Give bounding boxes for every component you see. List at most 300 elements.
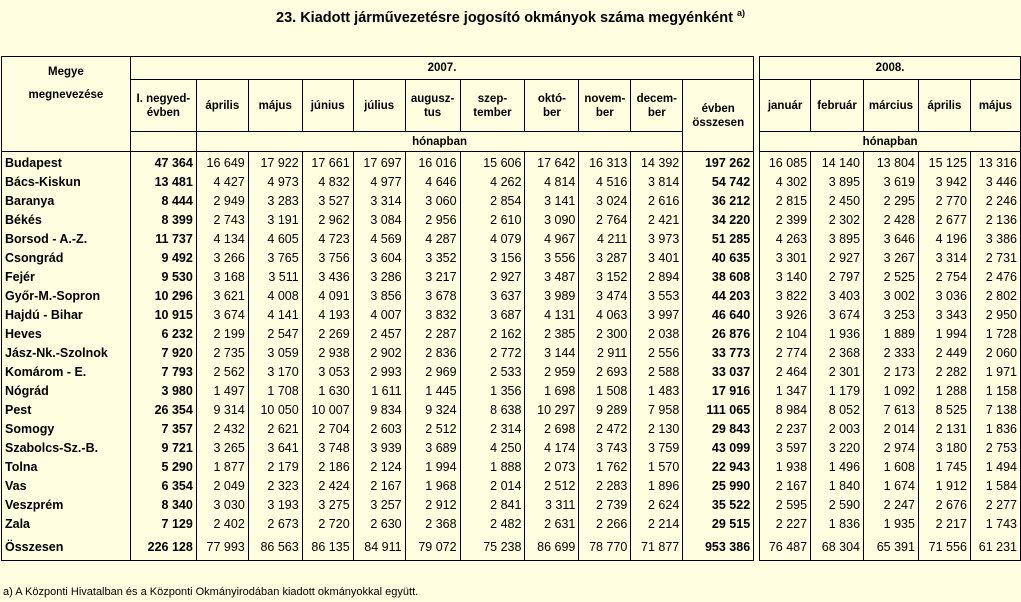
month-value-2007: 10 050 bbox=[248, 401, 302, 420]
annual-total-value: 40 635 bbox=[683, 249, 754, 268]
month-value-2007: 4 091 bbox=[302, 287, 353, 306]
month-value-2007: 3 604 bbox=[353, 249, 405, 268]
month-value-2007: 3 689 bbox=[405, 439, 460, 458]
table-row bbox=[2, 152, 1021, 174]
month-value-2007: 4 250 bbox=[460, 439, 525, 458]
month-value-2007: 17 697 bbox=[353, 152, 405, 174]
month-value-2008: 3 002 bbox=[864, 287, 919, 306]
month-value-2007: 1 708 bbox=[248, 382, 302, 401]
table-row bbox=[2, 211, 1021, 230]
annual-total-value: 25 990 bbox=[683, 477, 754, 496]
month-value-2007: 86 563 bbox=[248, 534, 302, 561]
annual-total-value: 33 037 bbox=[683, 363, 754, 382]
month-value-2007: 3 832 bbox=[405, 306, 460, 325]
month-value-2008: 3 140 bbox=[760, 268, 811, 287]
month-value-2007: 4 569 bbox=[353, 230, 405, 249]
month-value-2008: 2 014 bbox=[864, 420, 919, 439]
month-value-2008: 2 136 bbox=[970, 211, 1020, 230]
county-name: Zala bbox=[2, 515, 131, 534]
month-header: októ- ber bbox=[525, 80, 579, 132]
month-value-2007: 4 193 bbox=[302, 306, 353, 325]
month-value-2007: 79 072 bbox=[405, 534, 460, 561]
month-value-2008: 1 840 bbox=[811, 477, 864, 496]
month-value-2008: 2 302 bbox=[811, 211, 864, 230]
month-value-2007: 17 642 bbox=[525, 152, 579, 174]
month-value-2007: 4 174 bbox=[525, 439, 579, 458]
month-value-2008: 2 060 bbox=[970, 344, 1020, 363]
county-name: Összesen bbox=[2, 534, 131, 561]
table-row bbox=[2, 439, 1021, 458]
month-value-2007: 3 059 bbox=[248, 344, 302, 363]
month-value-2007: 1 994 bbox=[405, 458, 460, 477]
month-value-2007: 86 699 bbox=[525, 534, 579, 561]
month-value-2008: 2 301 bbox=[811, 363, 864, 382]
month-value-2007: 3 265 bbox=[196, 439, 248, 458]
county-name: Veszprém bbox=[2, 496, 131, 515]
month-value-2007: 2 938 bbox=[302, 344, 353, 363]
month-value-2007: 2 472 bbox=[579, 420, 631, 439]
month-value-2007: 3 286 bbox=[353, 268, 405, 287]
month-value-2008: 2 237 bbox=[760, 420, 811, 439]
q1-value: 8 340 bbox=[130, 496, 196, 515]
month-value-2008: 2 217 bbox=[918, 515, 970, 534]
annual-total-value: 54 742 bbox=[683, 173, 754, 192]
month-value-2007: 2 167 bbox=[353, 477, 405, 496]
month-value-2008: 1 889 bbox=[864, 325, 919, 344]
month-value-2007: 2 969 bbox=[405, 363, 460, 382]
month-value-2007: 3 765 bbox=[248, 249, 302, 268]
month-value-2007: 4 262 bbox=[460, 173, 525, 192]
annual-total-value: 33 773 bbox=[683, 344, 754, 363]
month-value-2007: 4 723 bbox=[302, 230, 353, 249]
month-value-2008: 2 802 bbox=[970, 287, 1020, 306]
month-value-2007: 4 646 bbox=[405, 173, 460, 192]
month-value-2008: 4 302 bbox=[760, 173, 811, 192]
month-value-2008: 3 597 bbox=[760, 439, 811, 458]
month-value-2007: 2 993 bbox=[353, 363, 405, 382]
county-name: Hajdú - Bihar bbox=[2, 306, 131, 325]
county-name: Fejér bbox=[2, 268, 131, 287]
table-title bbox=[0, 8, 1021, 26]
month-value-2007: 2 512 bbox=[525, 477, 579, 496]
month-header: szep- tember bbox=[460, 80, 525, 132]
month-value-2007: 2 956 bbox=[405, 211, 460, 230]
month-value-2007: 3 939 bbox=[353, 439, 405, 458]
month-value-2007: 2 432 bbox=[196, 420, 248, 439]
q1-header-spacer bbox=[130, 132, 196, 152]
month-value-2008: 2 399 bbox=[760, 211, 811, 230]
month-value-2007: 3 090 bbox=[525, 211, 579, 230]
month-value-2007: 3 314 bbox=[353, 192, 405, 211]
footnote: a) A Központi Hivatalban és a Központi Okmányirodában kiadott okmányokkal együtt. bbox=[3, 586, 419, 598]
month-value-2008: 7 613 bbox=[864, 401, 919, 420]
month-value-2007: 2 902 bbox=[353, 344, 405, 363]
month-value-2007: 2 287 bbox=[405, 325, 460, 344]
month-value-2008: 2 295 bbox=[864, 192, 919, 211]
month-value-2008: 3 220 bbox=[811, 439, 864, 458]
month-value-2008: 2 770 bbox=[918, 192, 970, 211]
q1-value: 9 530 bbox=[130, 268, 196, 287]
month-value-2007: 1 508 bbox=[579, 382, 631, 401]
month-value-2007: 2 962 bbox=[302, 211, 353, 230]
month-value-2007: 2 720 bbox=[302, 515, 353, 534]
month-value-2007: 2 124 bbox=[353, 458, 405, 477]
county-name: Tolna bbox=[2, 458, 131, 477]
month-header: novem- ber bbox=[579, 80, 631, 132]
per-month-label-2007: hónapban bbox=[196, 132, 682, 152]
month-value-2008: 2 815 bbox=[760, 192, 811, 211]
month-value-2007: 10 297 bbox=[525, 401, 579, 420]
month-value-2007: 2 739 bbox=[579, 496, 631, 515]
month-value-2007: 16 016 bbox=[405, 152, 460, 174]
q1-value: 11 737 bbox=[130, 230, 196, 249]
month-value-2008: 1 288 bbox=[918, 382, 970, 401]
month-value-2007: 2 854 bbox=[460, 192, 525, 211]
month-value-2007: 14 392 bbox=[631, 152, 683, 174]
month-value-2007: 3 743 bbox=[579, 439, 631, 458]
month-value-2008: 3 446 bbox=[970, 173, 1020, 192]
month-value-2007: 1 698 bbox=[525, 382, 579, 401]
month-value-2007: 17 922 bbox=[248, 152, 302, 174]
month-value-2007: 1 630 bbox=[302, 382, 353, 401]
month-value-2007: 3 487 bbox=[525, 268, 579, 287]
month-value-2007: 9 289 bbox=[579, 401, 631, 420]
month-value-2007: 3 621 bbox=[196, 287, 248, 306]
q1-value: 26 354 bbox=[130, 401, 196, 420]
month-value-2007: 2 424 bbox=[302, 477, 353, 496]
month-header: július bbox=[353, 80, 405, 132]
month-value-2008: 65 391 bbox=[864, 534, 919, 561]
month-value-2007: 2 673 bbox=[248, 515, 302, 534]
month-value-2008: 2 476 bbox=[970, 268, 1020, 287]
month-header: május bbox=[248, 80, 302, 132]
month-value-2007: 78 770 bbox=[579, 534, 631, 561]
month-value-2007: 3 053 bbox=[302, 363, 353, 382]
month-value-2008: 3 301 bbox=[760, 249, 811, 268]
month-value-2007: 2 621 bbox=[248, 420, 302, 439]
q1-value: 5 290 bbox=[130, 458, 196, 477]
month-value-2007: 77 993 bbox=[196, 534, 248, 561]
month-value-2007: 4 008 bbox=[248, 287, 302, 306]
table-row bbox=[2, 306, 1021, 325]
annual-total-value: 51 285 bbox=[683, 230, 754, 249]
month-value-2008: 2 003 bbox=[811, 420, 864, 439]
month-value-2007: 3 674 bbox=[196, 306, 248, 325]
month-value-2007: 2 912 bbox=[405, 496, 460, 515]
month-value-2007: 3 152 bbox=[579, 268, 631, 287]
table-row bbox=[2, 363, 1021, 382]
month-value-2007: 3 814 bbox=[631, 173, 683, 192]
month-value-2008: 2 247 bbox=[864, 496, 919, 515]
month-value-2007: 3 511 bbox=[248, 268, 302, 287]
month-value-2007: 4 832 bbox=[302, 173, 353, 192]
county-name: Budapest bbox=[2, 152, 131, 174]
month-value-2008: 2 595 bbox=[760, 496, 811, 515]
month-value-2007: 1 445 bbox=[405, 382, 460, 401]
month-value-2007: 2 698 bbox=[525, 420, 579, 439]
month-value-2007: 3 641 bbox=[248, 439, 302, 458]
month-value-2008: 3 386 bbox=[970, 230, 1020, 249]
county-name: Somogy bbox=[2, 420, 131, 439]
month-value-2007: 2 402 bbox=[196, 515, 248, 534]
month-value-2007: 2 323 bbox=[248, 477, 302, 496]
table-row bbox=[2, 173, 1021, 192]
month-value-2007: 3 060 bbox=[405, 192, 460, 211]
month-value-2008: 2 450 bbox=[811, 192, 864, 211]
month-value-2008: 7 138 bbox=[970, 401, 1020, 420]
month-value-2008: 1 158 bbox=[970, 382, 1020, 401]
month-value-2008: 3 646 bbox=[864, 230, 919, 249]
county-name: Békés bbox=[2, 211, 131, 230]
q1-value: 10 296 bbox=[130, 287, 196, 306]
month-value-2008: 1 938 bbox=[760, 458, 811, 477]
annual-total-value: 44 203 bbox=[683, 287, 754, 306]
county-name: Jász-Nk.-Szolnok bbox=[2, 344, 131, 363]
month-value-2008: 1 836 bbox=[970, 420, 1020, 439]
month-value-2008: 1 994 bbox=[918, 325, 970, 344]
month-value-2007: 3 191 bbox=[248, 211, 302, 230]
month-value-2008: 68 304 bbox=[811, 534, 864, 561]
month-value-2007: 2 588 bbox=[631, 363, 683, 382]
month-value-2008: 2 464 bbox=[760, 363, 811, 382]
month-value-2007: 4 967 bbox=[525, 230, 579, 249]
year-2007-header: 2007. bbox=[130, 57, 753, 80]
month-value-2007: 86 135 bbox=[302, 534, 353, 561]
month-value-2008: 1 092 bbox=[864, 382, 919, 401]
month-value-2008: 1 584 bbox=[970, 477, 1020, 496]
annual-total-value: 953 386 bbox=[683, 534, 754, 561]
month-value-2007: 3 687 bbox=[460, 306, 525, 325]
q1-value: 13 481 bbox=[130, 173, 196, 192]
month-value-2008: 71 556 bbox=[918, 534, 970, 561]
month-value-2007: 4 007 bbox=[353, 306, 405, 325]
county-name: Nógrád bbox=[2, 382, 131, 401]
month-value-2007: 2 482 bbox=[460, 515, 525, 534]
county-name: Komárom - E. bbox=[2, 363, 131, 382]
month-value-2008: 1 935 bbox=[864, 515, 919, 534]
month-value-2008: 3 942 bbox=[918, 173, 970, 192]
month-header: május bbox=[970, 80, 1020, 132]
month-value-2007: 2 841 bbox=[460, 496, 525, 515]
q1-value: 7 920 bbox=[130, 344, 196, 363]
month-value-2007: 1 968 bbox=[405, 477, 460, 496]
month-value-2007: 4 516 bbox=[579, 173, 631, 192]
month-value-2007: 3 973 bbox=[631, 230, 683, 249]
month-value-2008: 1 745 bbox=[918, 458, 970, 477]
month-value-2007: 3 084 bbox=[353, 211, 405, 230]
month-value-2008: 2 173 bbox=[864, 363, 919, 382]
q1-value: 9 721 bbox=[130, 439, 196, 458]
month-value-2007: 3 756 bbox=[302, 249, 353, 268]
month-value-2008: 1 496 bbox=[811, 458, 864, 477]
month-value-2008: 2 104 bbox=[760, 325, 811, 344]
table-row bbox=[2, 420, 1021, 439]
month-header: január bbox=[760, 80, 811, 132]
month-value-2007: 2 314 bbox=[460, 420, 525, 439]
month-value-2007: 9 834 bbox=[353, 401, 405, 420]
month-value-2007: 3 401 bbox=[631, 249, 683, 268]
month-value-2007: 4 605 bbox=[248, 230, 302, 249]
month-value-2007: 1 762 bbox=[579, 458, 631, 477]
month-value-2007: 4 211 bbox=[579, 230, 631, 249]
annual-total-value: 17 916 bbox=[683, 382, 754, 401]
month-value-2007: 1 356 bbox=[460, 382, 525, 401]
month-value-2007: 2 179 bbox=[248, 458, 302, 477]
month-value-2007: 2 073 bbox=[525, 458, 579, 477]
month-value-2007: 4 814 bbox=[525, 173, 579, 192]
county-name: Borsod - A.-Z. bbox=[2, 230, 131, 249]
month-value-2007: 2 186 bbox=[302, 458, 353, 477]
month-value-2007: 1 497 bbox=[196, 382, 248, 401]
month-value-2007: 2 385 bbox=[525, 325, 579, 344]
month-value-2007: 2 911 bbox=[579, 344, 631, 363]
county-name: Bács-Kiskun bbox=[2, 173, 131, 192]
month-value-2007: 2 562 bbox=[196, 363, 248, 382]
month-value-2007: 2 772 bbox=[460, 344, 525, 363]
month-value-2007: 2 894 bbox=[631, 268, 683, 287]
month-value-2007: 3 527 bbox=[302, 192, 353, 211]
month-value-2008: 4 196 bbox=[918, 230, 970, 249]
month-value-2007: 3 024 bbox=[579, 192, 631, 211]
month-value-2008: 2 774 bbox=[760, 344, 811, 363]
month-value-2007: 1 877 bbox=[196, 458, 248, 477]
annual-total-value: 36 212 bbox=[683, 192, 754, 211]
annual-total-value: 38 608 bbox=[683, 268, 754, 287]
month-value-2007: 3 748 bbox=[302, 439, 353, 458]
table-row bbox=[2, 325, 1021, 344]
month-value-2007: 3 266 bbox=[196, 249, 248, 268]
month-value-2008: 3 180 bbox=[918, 439, 970, 458]
month-value-2007: 4 427 bbox=[196, 173, 248, 192]
month-value-2007: 3 352 bbox=[405, 249, 460, 268]
month-value-2008: 3 036 bbox=[918, 287, 970, 306]
month-value-2008: 8 525 bbox=[918, 401, 970, 420]
month-value-2007: 3 257 bbox=[353, 496, 405, 515]
month-value-2008: 3 619 bbox=[864, 173, 919, 192]
month-value-2007: 3 474 bbox=[579, 287, 631, 306]
month-value-2007: 4 134 bbox=[196, 230, 248, 249]
month-value-2007: 1 611 bbox=[353, 382, 405, 401]
table-row bbox=[2, 192, 1021, 211]
q1-value: 7 793 bbox=[130, 363, 196, 382]
month-value-2007: 2 959 bbox=[525, 363, 579, 382]
month-value-2007: 2 512 bbox=[405, 420, 460, 439]
month-value-2007: 2 457 bbox=[353, 325, 405, 344]
q1-value: 47 364 bbox=[130, 152, 196, 174]
county-name: Csongrád bbox=[2, 249, 131, 268]
table-row bbox=[2, 287, 1021, 306]
month-value-2007: 4 977 bbox=[353, 173, 405, 192]
month-value-2008: 1 743 bbox=[970, 515, 1020, 534]
annual-total-value: 111 065 bbox=[683, 401, 754, 420]
annual-total-value: 197 262 bbox=[683, 152, 754, 174]
month-value-2008: 2 797 bbox=[811, 268, 864, 287]
per-month-label-2008: hónapban bbox=[760, 132, 1021, 152]
month-value-2007: 3 193 bbox=[248, 496, 302, 515]
month-value-2008: 2 277 bbox=[970, 496, 1020, 515]
month-header: február bbox=[811, 80, 864, 132]
month-value-2008: 1 971 bbox=[970, 363, 1020, 382]
month-value-2008: 1 179 bbox=[811, 382, 864, 401]
month-value-2007: 2 631 bbox=[525, 515, 579, 534]
month-value-2007: 2 368 bbox=[405, 515, 460, 534]
month-value-2008: 1 912 bbox=[918, 477, 970, 496]
month-value-2007: 4 079 bbox=[460, 230, 525, 249]
annual-total-header: évben összesen bbox=[683, 80, 754, 152]
month-value-2007: 3 275 bbox=[302, 496, 353, 515]
table-row bbox=[2, 496, 1021, 515]
month-value-2007: 2 014 bbox=[460, 477, 525, 496]
month-value-2008: 1 494 bbox=[970, 458, 1020, 477]
month-value-2007: 3 678 bbox=[405, 287, 460, 306]
month-value-2007: 2 616 bbox=[631, 192, 683, 211]
month-value-2008: 1 836 bbox=[811, 515, 864, 534]
annual-total-value: 43 099 bbox=[683, 439, 754, 458]
table-row bbox=[2, 230, 1021, 249]
month-value-2008: 16 085 bbox=[760, 152, 811, 174]
month-value-2008: 2 974 bbox=[864, 439, 919, 458]
month-value-2007: 2 624 bbox=[631, 496, 683, 515]
month-value-2007: 4 063 bbox=[579, 306, 631, 325]
month-value-2007: 3 030 bbox=[196, 496, 248, 515]
month-value-2008: 15 125 bbox=[918, 152, 970, 174]
month-value-2007: 3 170 bbox=[248, 363, 302, 382]
title-text: 23. Kiadott járművezetésre jogosító okmányok száma megyénként bbox=[276, 9, 733, 26]
table-row bbox=[2, 458, 1021, 477]
month-value-2008: 3 822 bbox=[760, 287, 811, 306]
title-footnote-marker: a) bbox=[736, 8, 745, 18]
month-value-2008: 1 936 bbox=[811, 325, 864, 344]
month-value-2008: 3 314 bbox=[918, 249, 970, 268]
q1-value: 7 129 bbox=[130, 515, 196, 534]
annual-total-value: 22 943 bbox=[683, 458, 754, 477]
month-value-2008: 2 449 bbox=[918, 344, 970, 363]
annual-total-value: 29 515 bbox=[683, 515, 754, 534]
table-row bbox=[2, 249, 1021, 268]
month-value-2007: 4 141 bbox=[248, 306, 302, 325]
month-value-2007: 9 324 bbox=[405, 401, 460, 420]
q1-value: 8 399 bbox=[130, 211, 196, 230]
month-value-2007: 2 162 bbox=[460, 325, 525, 344]
month-value-2008: 3 403 bbox=[811, 287, 864, 306]
county-name: Győr-M.-Sopron bbox=[2, 287, 131, 306]
month-value-2007: 2 603 bbox=[353, 420, 405, 439]
month-value-2008: 2 227 bbox=[760, 515, 811, 534]
month-value-2008: 1 608 bbox=[864, 458, 919, 477]
month-value-2008: 2 677 bbox=[918, 211, 970, 230]
county-header: Megye megnevezése bbox=[2, 57, 131, 152]
month-value-2007: 16 313 bbox=[579, 152, 631, 174]
month-value-2008: 2 525 bbox=[864, 268, 919, 287]
month-value-2007: 2 743 bbox=[196, 211, 248, 230]
table-row bbox=[2, 382, 1021, 401]
month-value-2008: 1 674 bbox=[864, 477, 919, 496]
month-value-2007: 2 949 bbox=[196, 192, 248, 211]
month-value-2007: 2 300 bbox=[579, 325, 631, 344]
month-value-2007: 16 649 bbox=[196, 152, 248, 174]
month-value-2007: 17 661 bbox=[302, 152, 353, 174]
county-name: Szabolcs-Sz.-B. bbox=[2, 439, 131, 458]
county-name: Vas bbox=[2, 477, 131, 496]
month-value-2007: 2 049 bbox=[196, 477, 248, 496]
month-value-2007: 2 836 bbox=[405, 344, 460, 363]
month-value-2007: 2 269 bbox=[302, 325, 353, 344]
q1-value: 6 232 bbox=[130, 325, 196, 344]
month-value-2007: 4 131 bbox=[525, 306, 579, 325]
month-value-2008: 2 246 bbox=[970, 192, 1020, 211]
month-value-2007: 3 637 bbox=[460, 287, 525, 306]
table-row bbox=[2, 344, 1021, 363]
